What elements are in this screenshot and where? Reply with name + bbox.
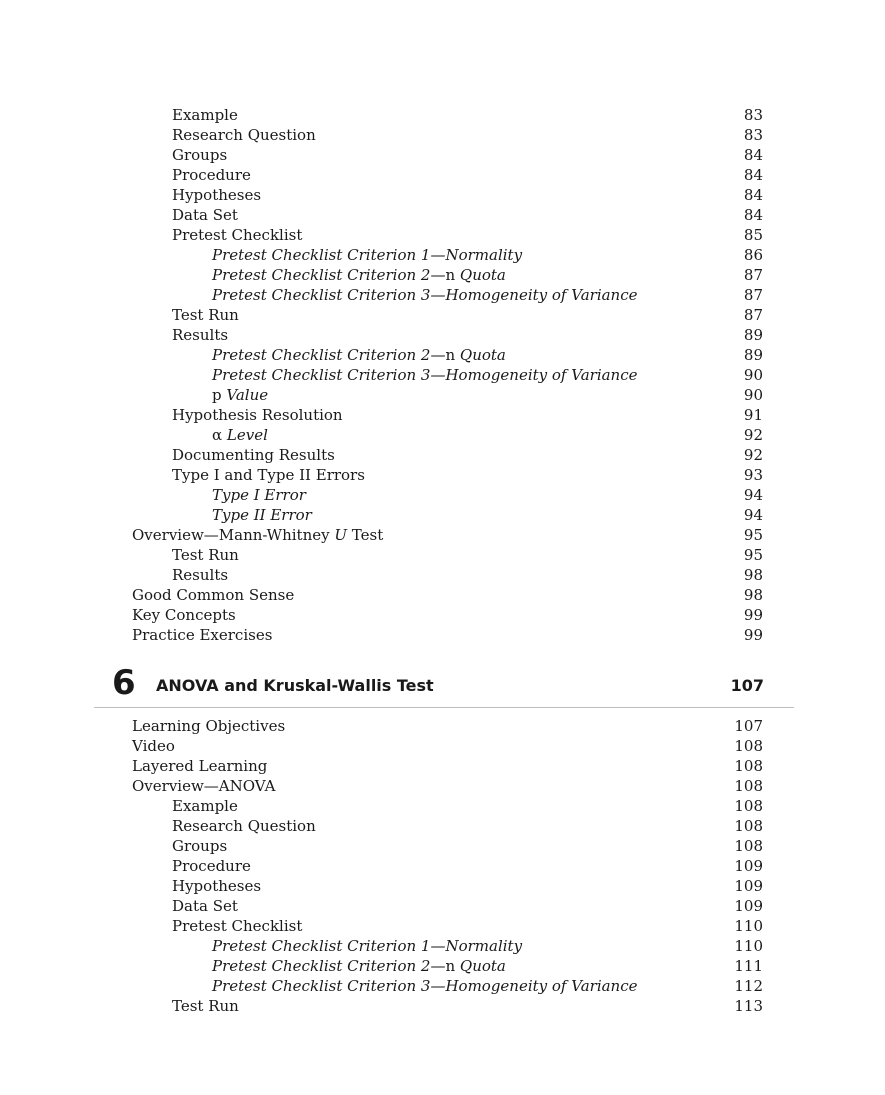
- toc-entry-title-part: p: [212, 386, 222, 404]
- toc-entry-title: [172, 445, 335, 465]
- toc-entry-page-number: 93: [743, 466, 763, 484]
- toc-entry-title: [212, 505, 312, 525]
- toc-entry: [0, 736, 885, 756]
- toc-entry: [0, 716, 885, 736]
- toc-entry-title-part: Procedure: [172, 166, 251, 184]
- toc-entry-title-part: Practice Exercises: [132, 626, 273, 644]
- toc-entry-page-number: 89: [743, 346, 763, 364]
- toc-entry-title-part: Video: [132, 737, 175, 755]
- toc-entry-title-part: Quota: [455, 957, 506, 975]
- chapter-number: 6: [112, 663, 136, 703]
- toc-entry-title-part: Overview—Mann-Whitney: [132, 526, 335, 544]
- toc-entry-page-number: 99: [743, 626, 763, 644]
- toc-entry: [0, 105, 885, 125]
- toc-entry-title: [172, 405, 343, 425]
- chapter-page-number: 107: [730, 676, 764, 695]
- toc-entry-title-part: Groups: [172, 837, 228, 855]
- toc-entry: [0, 796, 885, 816]
- toc-entry: [0, 305, 885, 325]
- toc-entry-title-part: Pretest Checklist: [172, 917, 303, 935]
- toc-entry-title-part: Learning Objectives: [132, 717, 286, 735]
- toc-entry-title-part: Pretest Checklist Criterion 1—Normality: [212, 246, 523, 264]
- toc-entry-title: [172, 465, 365, 485]
- toc-entry-title: [172, 996, 239, 1016]
- toc-entry-title-part: Pretest Checklist Criterion 3—Homogeneity of Variance: [212, 366, 638, 384]
- toc-entry-page-number: 84: [743, 206, 763, 224]
- toc-entry-title: [172, 796, 238, 816]
- toc-entry-title: [172, 325, 228, 345]
- toc-entry-page-number: 87: [743, 286, 763, 304]
- toc-entry-page-number: 111: [734, 957, 763, 975]
- toc-entry: [0, 465, 885, 485]
- toc-entry-page-number: 83: [743, 126, 763, 144]
- toc-entry-title: [172, 816, 316, 836]
- toc-entry-title-part: Overview—ANOVA: [132, 777, 276, 795]
- toc-entry: [0, 145, 885, 165]
- toc-entry-page-number: 86: [743, 246, 763, 264]
- toc-entry-page-number: 91: [743, 406, 763, 424]
- toc-entry-title-part: Example: [172, 797, 238, 815]
- toc-entry: [0, 245, 885, 265]
- toc-entry: [0, 225, 885, 245]
- toc-entry-title: [172, 836, 227, 856]
- toc-entry-title: [172, 876, 261, 896]
- toc-entry-title-part: Results: [172, 566, 229, 584]
- chapter-heading: [94, 663, 794, 708]
- toc-entry-title-part: Results: [172, 326, 229, 344]
- toc-entry-title: [212, 485, 306, 505]
- toc-entry-page-number: 84: [743, 146, 763, 164]
- toc-entry: [0, 836, 885, 856]
- toc-entry-title: [172, 856, 251, 876]
- toc-entry-page-number: 108: [734, 777, 763, 795]
- toc-entry-page-number: 84: [743, 166, 763, 184]
- toc-entry-title-part: Example: [172, 106, 238, 124]
- toc-section-chapter-6: [0, 716, 885, 1016]
- toc-entry-page-number: 110: [734, 937, 763, 955]
- toc-entry-title: [132, 625, 272, 645]
- toc-entry: [0, 485, 885, 505]
- toc-entry-page-number: 109: [734, 857, 763, 875]
- toc-entry-title-part: Pretest Checklist Criterion 2—: [212, 957, 446, 975]
- toc-entry-title-part: Value: [221, 386, 269, 404]
- toc-entry: [0, 996, 885, 1016]
- toc-entry: [0, 585, 885, 605]
- toc-entry-title-part: Groups: [172, 146, 228, 164]
- toc-entry-title: [172, 205, 238, 225]
- toc-entry-page-number: 94: [743, 486, 763, 504]
- toc-entry-title: [212, 385, 268, 405]
- toc-entry-title: [212, 365, 638, 385]
- toc-entry-page-number: 92: [743, 446, 763, 464]
- toc-entry-title: [132, 585, 294, 605]
- toc-entry-title-part: Test Run: [172, 997, 239, 1015]
- toc-entry-title-part: Type I Error: [212, 486, 306, 504]
- toc-entry-page-number: 90: [743, 386, 763, 404]
- toc-entry: [0, 916, 885, 936]
- toc-entry-page-number: 108: [734, 737, 763, 755]
- chapter-title: ANOVA and Kruskal-Wallis Test: [156, 676, 434, 695]
- toc-entry-title-part: Hypotheses: [172, 877, 262, 895]
- toc-entry-title-part: Type II Error: [212, 506, 312, 524]
- toc-entry-page-number: 110: [734, 917, 763, 935]
- toc-entry-title-part: Data Set: [172, 206, 238, 224]
- toc-entry-title-part: Pretest Checklist Criterion 2—: [212, 266, 446, 284]
- toc-entry-page-number: 109: [734, 897, 763, 915]
- toc-entry-title-part: Level: [222, 426, 268, 444]
- toc-entry-title-part: Pretest Checklist Criterion 3—Homogeneity of Variance: [212, 286, 638, 304]
- toc-entry: [0, 525, 885, 545]
- toc-entry-title: [132, 776, 275, 796]
- toc-entry-title: [212, 245, 522, 265]
- toc-entry: [0, 205, 885, 225]
- toc-entry-title: [172, 565, 228, 585]
- toc-entry: [0, 125, 885, 145]
- toc-entry-page-number: 84: [743, 186, 763, 204]
- toc-entry-title-part: Documenting Results: [172, 446, 335, 464]
- toc-entry: [0, 405, 885, 425]
- toc-entry: [0, 425, 885, 445]
- toc-entry-page-number: 85: [743, 226, 763, 244]
- toc-entry-page-number: 112: [734, 977, 763, 995]
- toc-entry-title: [172, 225, 302, 245]
- toc-entry-title-part: n: [445, 346, 456, 364]
- toc-entry: [0, 565, 885, 585]
- toc-entry-page-number: 89: [743, 326, 763, 344]
- toc-entry-title-part: Research Question: [172, 126, 316, 144]
- toc-entry: [0, 445, 885, 465]
- toc-entry-title-part: Key Concepts: [132, 606, 236, 624]
- toc-entry-title: [172, 896, 238, 916]
- toc-entry-title: [212, 265, 506, 285]
- toc-section-chapter-5-continued: [0, 105, 885, 645]
- table-of-contents: [0, 105, 885, 1016]
- toc-entry-title-part: Hypothesis Resolution: [172, 406, 343, 424]
- toc-entry-title: [132, 605, 236, 625]
- toc-entry: [0, 265, 885, 285]
- toc-entry-title-part: Hypotheses: [172, 186, 262, 204]
- toc-entry-page-number: 108: [734, 757, 763, 775]
- toc-entry-page-number: 98: [743, 566, 763, 584]
- toc-entry-title: [132, 525, 383, 545]
- toc-entry-title: [132, 756, 267, 776]
- toc-entry: [0, 756, 885, 776]
- toc-entry-page-number: 94: [743, 506, 763, 524]
- toc-entry-title-part: Pretest Checklist Criterion 1—Normality: [212, 937, 523, 955]
- toc-entry-page-number: 90: [743, 366, 763, 384]
- toc-entry-title: [172, 545, 239, 565]
- toc-entry: [0, 976, 885, 996]
- toc-entry-title: [212, 976, 638, 996]
- toc-entry-page-number: 108: [734, 817, 763, 835]
- toc-entry-page-number: 107: [734, 717, 763, 735]
- toc-entry-page-number: 83: [743, 106, 763, 124]
- toc-entry-title: [172, 165, 251, 185]
- toc-entry-page-number: 108: [734, 837, 763, 855]
- toc-entry-title: [212, 956, 506, 976]
- toc-entry-title-part: Test Run: [172, 546, 239, 564]
- toc-entry: [0, 385, 885, 405]
- toc-entry-title: [212, 285, 638, 305]
- toc-entry-title-part: n: [445, 957, 456, 975]
- toc-entry-title: [172, 125, 316, 145]
- toc-entry-title-part: Pretest Checklist Criterion 3—Homogeneity of Variance: [212, 977, 638, 995]
- toc-entry-title-part: n: [445, 266, 456, 284]
- toc-entry-title-part: Pretest Checklist Criterion 2—: [212, 346, 446, 364]
- toc-entry-page-number: 95: [743, 546, 763, 564]
- toc-entry: [0, 345, 885, 365]
- toc-entry-title-part: Quota: [455, 346, 506, 364]
- toc-entry-title-part: Test Run: [172, 306, 239, 324]
- toc-entry: [0, 325, 885, 345]
- toc-entry-title-part: Procedure: [172, 857, 251, 875]
- toc-entry: [0, 896, 885, 916]
- toc-entry-page-number: 99: [743, 606, 763, 624]
- toc-entry-page-number: 109: [734, 877, 763, 895]
- toc-entry-title-part: Type I and Type II Errors: [172, 466, 365, 484]
- toc-entry-page-number: 87: [743, 266, 763, 284]
- toc-entry-title: [212, 425, 268, 445]
- toc-entry-title: [172, 305, 239, 325]
- toc-entry: [0, 365, 885, 385]
- toc-entry-page-number: 87: [743, 306, 763, 324]
- toc-entry: [0, 285, 885, 305]
- toc-entry-title: [172, 916, 302, 936]
- toc-entry-title-part: Good Common Sense: [132, 586, 295, 604]
- toc-entry-title-part: U: [334, 526, 348, 544]
- toc-entry-page-number: 92: [743, 426, 763, 444]
- toc-entry-title: [132, 736, 175, 756]
- toc-entry: [0, 876, 885, 896]
- toc-entry-title-part: Pretest Checklist: [172, 226, 303, 244]
- toc-entry-title: [172, 145, 227, 165]
- toc-entry: [0, 185, 885, 205]
- toc-entry-title: [212, 345, 506, 365]
- toc-entry-page-number: 108: [734, 797, 763, 815]
- toc-entry-page-number: 98: [743, 586, 763, 604]
- toc-entry-title: [172, 105, 238, 125]
- toc-entry: [0, 625, 885, 645]
- toc-entry-page-number: 95: [743, 526, 763, 544]
- toc-entry: [0, 816, 885, 836]
- toc-entry: [0, 545, 885, 565]
- toc-entry-title-part: Quota: [455, 266, 506, 284]
- toc-entry-title-part: α: [212, 426, 223, 444]
- toc-entry-title: [212, 936, 522, 956]
- toc-entry-title-part: Research Question: [172, 817, 316, 835]
- toc-entry-title-part: Test: [347, 526, 384, 544]
- toc-entry: [0, 776, 885, 796]
- toc-entry: [0, 856, 885, 876]
- toc-entry: [0, 605, 885, 625]
- toc-entry-title: [132, 716, 285, 736]
- toc-entry-title-part: Layered Learning: [132, 757, 268, 775]
- toc-entry: [0, 936, 885, 956]
- toc-entry: [0, 956, 885, 976]
- toc-entry: [0, 505, 885, 525]
- toc-entry-title-part: Data Set: [172, 897, 238, 915]
- toc-entry-page-number: 113: [734, 997, 763, 1015]
- toc-entry: [0, 165, 885, 185]
- toc-entry-title: [172, 185, 261, 205]
